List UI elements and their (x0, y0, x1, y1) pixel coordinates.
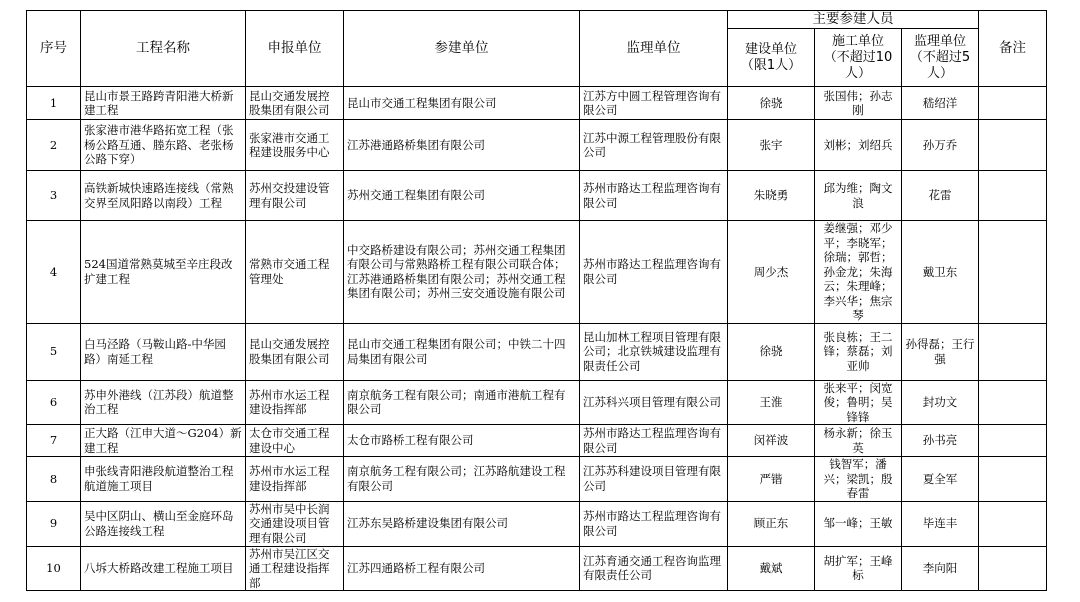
table-row (27, 501, 1047, 546)
row-supervisor: 苏州市路达工程监理咨询有限公司 (580, 501, 728, 546)
row-remarks (979, 380, 1047, 425)
row-supervision-persons: 孙万乔 (902, 120, 979, 171)
row-supervisor: 苏州市路达工程监理咨询有限公司 (580, 171, 728, 221)
row-applicant: 苏州市水运工程建设指挥部 (246, 457, 344, 502)
row-applicant: 昆山交通发展控股集团有限公司 (246, 323, 344, 380)
row-remarks (979, 501, 1047, 546)
row-project-name: 苏申外港线（江苏段）航道整治工程 (81, 380, 246, 425)
header-project-name: 工程名称 (81, 11, 246, 87)
row-supervision-persons: 孙得磊；王行强 (902, 323, 979, 380)
row-builders: 南京航务工程有限公司；江苏路航建设工程有限公司 (344, 457, 580, 502)
row-supervision-persons: 封功文 (902, 380, 979, 425)
table-row (27, 380, 1047, 425)
row-no: 4 (27, 221, 81, 324)
row-supervision-persons: 夏全军 (902, 457, 979, 502)
row-project-name: 白马泾路（马鞍山路-中华园路）南延工程 (81, 323, 246, 380)
header-no: 序号 (27, 11, 81, 87)
row-contractor-persons: 姜继强；邓少平；李晓军；徐瑞；郭哲；孙金龙；朱海云；朱理峰；李兴华；焦宗琴 (815, 221, 902, 324)
row-contractor-persons: 邹一峰；王敏 (815, 501, 902, 546)
personnel-table (26, 10, 1047, 591)
row-builders: 江苏东吴路桥建设集团有限公司 (344, 501, 580, 546)
row-builders: 江苏港通路桥集团有限公司 (344, 120, 580, 171)
row-remarks (979, 457, 1047, 502)
row-no: 7 (27, 425, 81, 457)
row-supervisor: 江苏苏科建设项目管理有限公司 (580, 457, 728, 502)
row-supervisor: 江苏方中圆工程管理咨询有限公司 (580, 87, 728, 120)
row-remarks (979, 323, 1047, 380)
row-construction-person: 徐骁 (728, 87, 815, 120)
row-construction-person: 朱晓勇 (728, 171, 815, 221)
row-applicant: 昆山交通发展控股集团有限公司 (246, 87, 344, 120)
table-body (27, 87, 1047, 591)
row-contractor-persons: 张来平；闵宽俊；鲁明；吴锋锋 (815, 380, 902, 425)
table-row (27, 120, 1047, 171)
row-builders: 昆山市交通工程集团有限公司 (344, 87, 580, 120)
row-builders: 昆山市交通工程集团有限公司；中铁二十四局集团有限公司 (344, 323, 580, 380)
row-supervision-persons: 花雷 (902, 171, 979, 221)
table-row (27, 546, 1047, 591)
row-project-name: 高铁新城快速路连接线（常熟交界至凤阳路以南段）工程 (81, 171, 246, 221)
row-builders: 南京航务工程有限公司；南通市港航工程有限公司 (344, 380, 580, 425)
row-construction-person: 严锴 (728, 457, 815, 502)
row-supervision-persons: 毕连丰 (902, 501, 979, 546)
row-builders: 江苏四通路桥工程有限公司 (344, 546, 580, 591)
row-no: 2 (27, 120, 81, 171)
row-no: 5 (27, 323, 81, 380)
row-builders: 中交路桥建设有限公司；苏州交通工程集团有限公司与常熟路桥工程有限公司联合体；江苏港通路桥集团有限公司；苏州交通工程集团有限公司；苏州三安交通设施有限公司 (344, 221, 580, 324)
row-applicant: 苏州市吴中长润交通建设项目管理有限公司 (246, 501, 344, 546)
row-construction-person: 徐骁 (728, 323, 815, 380)
row-contractor-persons: 张良栋；王二锋；蔡磊；刘亚帅 (815, 323, 902, 380)
row-applicant: 苏州交投建设管理有限公司 (246, 171, 344, 221)
table-row (27, 323, 1047, 380)
row-builders: 苏州交通工程集团有限公司 (344, 171, 580, 221)
row-supervisor: 昆山加林工程项目管理有限公司；北京铁城建设监理有限责任公司 (580, 323, 728, 380)
row-no: 6 (27, 380, 81, 425)
row-project-name: 申张线青阳港段航道整治工程航道施工项目 (81, 457, 246, 502)
row-no: 10 (27, 546, 81, 591)
header-supervision-unit: 监理单位 （不超过5 人） (902, 29, 979, 87)
row-supervision-persons: 戴卫东 (902, 221, 979, 324)
table-row (27, 171, 1047, 221)
row-construction-person: 周少杰 (728, 221, 815, 324)
row-remarks (979, 425, 1047, 457)
row-supervisor: 江苏中源工程管理股份有限公司 (580, 120, 728, 171)
row-supervision-persons: 孙书亮 (902, 425, 979, 457)
row-project-name: 八坼大桥路改建工程施工项目 (81, 546, 246, 591)
header-main-personnel: 主要参建人员 (728, 11, 979, 29)
row-project-name: 张家港市港华路拓宽工程（张杨公路互通、塍东路、老张杨公路下穿） (81, 120, 246, 171)
row-applicant: 苏州市水运工程建设指挥部 (246, 380, 344, 425)
row-no: 9 (27, 501, 81, 546)
row-supervision-persons: 李向阳 (902, 546, 979, 591)
row-remarks (979, 221, 1047, 324)
row-contractor-persons: 邱为维；陶文浪 (815, 171, 902, 221)
row-supervisor: 苏州市路达工程监理咨询有限公司 (580, 221, 728, 324)
row-remarks (979, 546, 1047, 591)
row-construction-person: 闵祥波 (728, 425, 815, 457)
row-construction-person: 张宇 (728, 120, 815, 171)
row-contractor-persons: 胡扩军；王峰标 (815, 546, 902, 591)
row-no: 8 (27, 457, 81, 502)
row-remarks (979, 87, 1047, 120)
row-supervision-persons: 嵇绍洋 (902, 87, 979, 120)
header-applicant: 申报单位 (246, 11, 344, 87)
header-supervisor: 监理单位 (580, 11, 728, 87)
row-project-name: 524国道常熟莫城至辛庄段改扩建工程 (81, 221, 246, 324)
row-applicant: 苏州市吴江区交通工程建设指挥部 (246, 546, 344, 591)
row-project-name: 吴中区阴山、横山至金庭环岛公路连接线工程 (81, 501, 246, 546)
row-construction-person: 戴斌 (728, 546, 815, 591)
table-row (27, 457, 1047, 502)
table-row (27, 221, 1047, 324)
header-remarks: 备注 (979, 11, 1047, 87)
row-no: 3 (27, 171, 81, 221)
header-contractor-unit: 施工单位 （不超过10 人） (815, 29, 902, 87)
row-contractor-persons: 刘彬；刘绍兵 (815, 120, 902, 171)
table-row (27, 425, 1047, 457)
header-construction-unit: 建设单位 （限1人） (728, 29, 815, 87)
header-builders: 参建单位 (344, 11, 580, 87)
table-container (26, 10, 1047, 591)
row-applicant: 常熟市交通工程管理处 (246, 221, 344, 324)
row-construction-person: 王淮 (728, 380, 815, 425)
row-builders: 太仓市路桥工程有限公司 (344, 425, 580, 457)
row-supervisor: 苏州市路达工程监理咨询有限公司 (580, 425, 728, 457)
row-contractor-persons: 杨永新；徐玉英 (815, 425, 902, 457)
row-no: 1 (27, 87, 81, 120)
row-remarks (979, 120, 1047, 171)
row-project-name: 昆山市景王路跨青阳港大桥新建工程 (81, 87, 246, 120)
row-supervisor: 江苏育通交通工程咨询监理有限责任公司 (580, 546, 728, 591)
row-contractor-persons: 张国伟；孙志刚 (815, 87, 902, 120)
row-applicant: 张家港市交通工程建设服务中心 (246, 120, 344, 171)
row-remarks (979, 171, 1047, 221)
row-supervisor: 江苏科兴项目管理有限公司 (580, 380, 728, 425)
row-applicant: 太仓市交通工程建设中心 (246, 425, 344, 457)
row-contractor-persons: 钱智军；潘兴；梁凯；殷春雷 (815, 457, 902, 502)
table-row (27, 87, 1047, 120)
row-project-name: 正大路（江申大道～G204）新建工程 (81, 425, 246, 457)
row-construction-person: 顾正东 (728, 501, 815, 546)
